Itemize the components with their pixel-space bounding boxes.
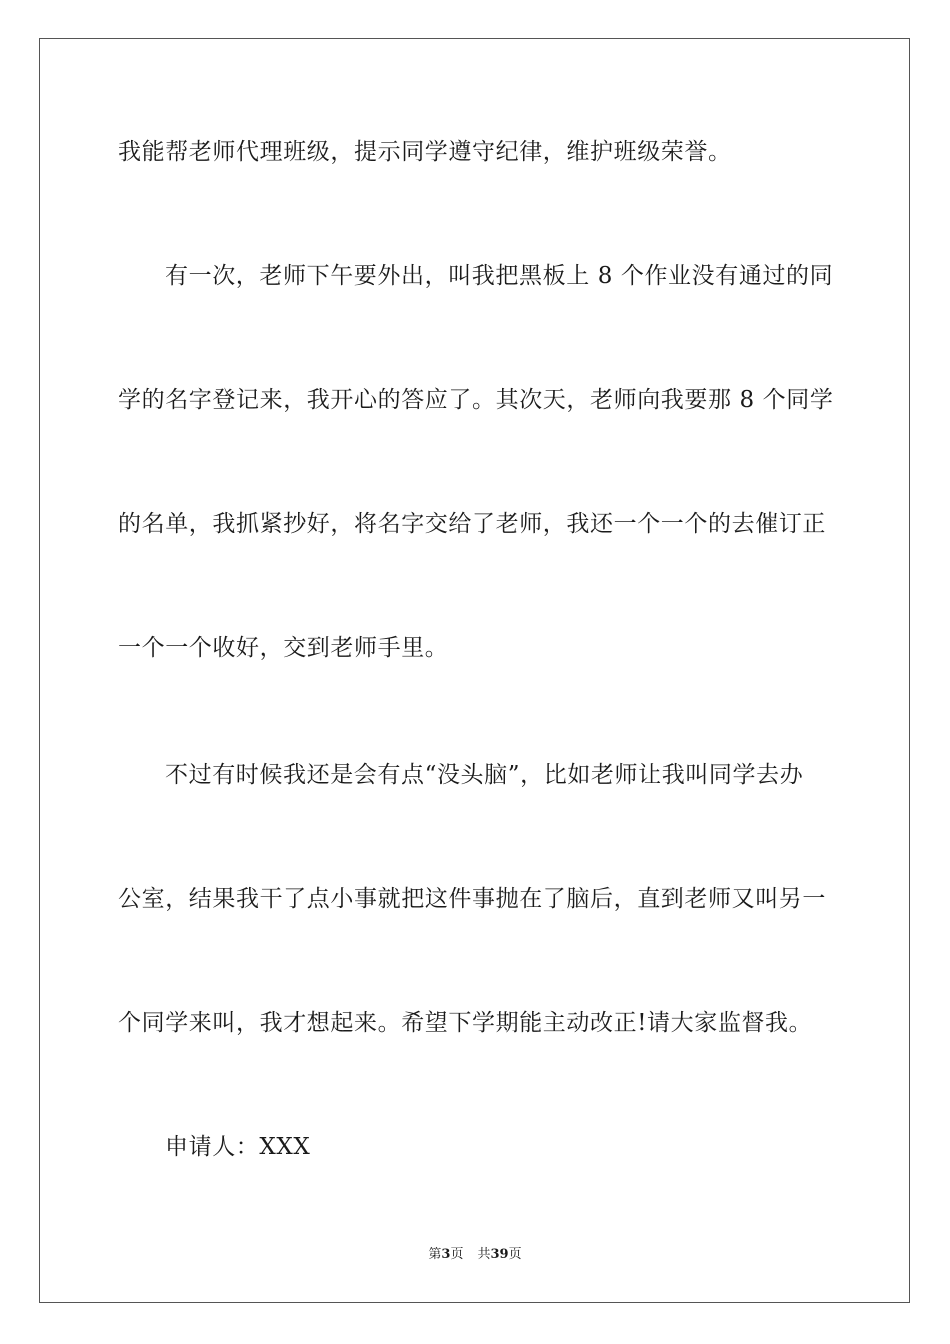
total-suffix: 页 [508, 1247, 522, 1262]
page-border [39, 38, 910, 1303]
page-current: 3 [441, 1247, 451, 1262]
page-total: 39 [490, 1247, 509, 1262]
text-line-2: 有一次，老师下午要外出，叫我把黑板上 8 个作业没有通过的同 [165, 263, 834, 289]
page-suffix: 页 [450, 1247, 464, 1262]
text-line-4: 的名单，我抓紧抄好，将名字交给了老师，我还一个一个的去催订正 [118, 511, 826, 537]
page-footer [0, 1246, 950, 1264]
text-line-5: 一个一个收好，交到老师手里。 [118, 635, 449, 661]
text-line-6: 不过有时候我还是会有点“没头脑”，比如老师让我叫同学去办 [165, 762, 804, 788]
total-prefix: 共 [477, 1247, 491, 1262]
text-line-1: 我能帮老师代理班级，提示同学遵守纪律，维护班级荣誉。 [118, 139, 732, 165]
text-line-7: 公室，结果我干了点小事就把这件事抛在了脑后，直到老师又叫另一 [118, 886, 826, 912]
text-line-3: 学的名字登记来，我开心的答应了。其次天，老师向我要那 8 个同学 [118, 387, 834, 413]
applicant-line: 申请人：XXX [165, 1134, 311, 1160]
text-line-8: 个同学来叫，我才想起来。希望下学期能主动改正!请大家监督我。 [118, 1010, 813, 1036]
page-prefix: 第 [428, 1247, 442, 1262]
